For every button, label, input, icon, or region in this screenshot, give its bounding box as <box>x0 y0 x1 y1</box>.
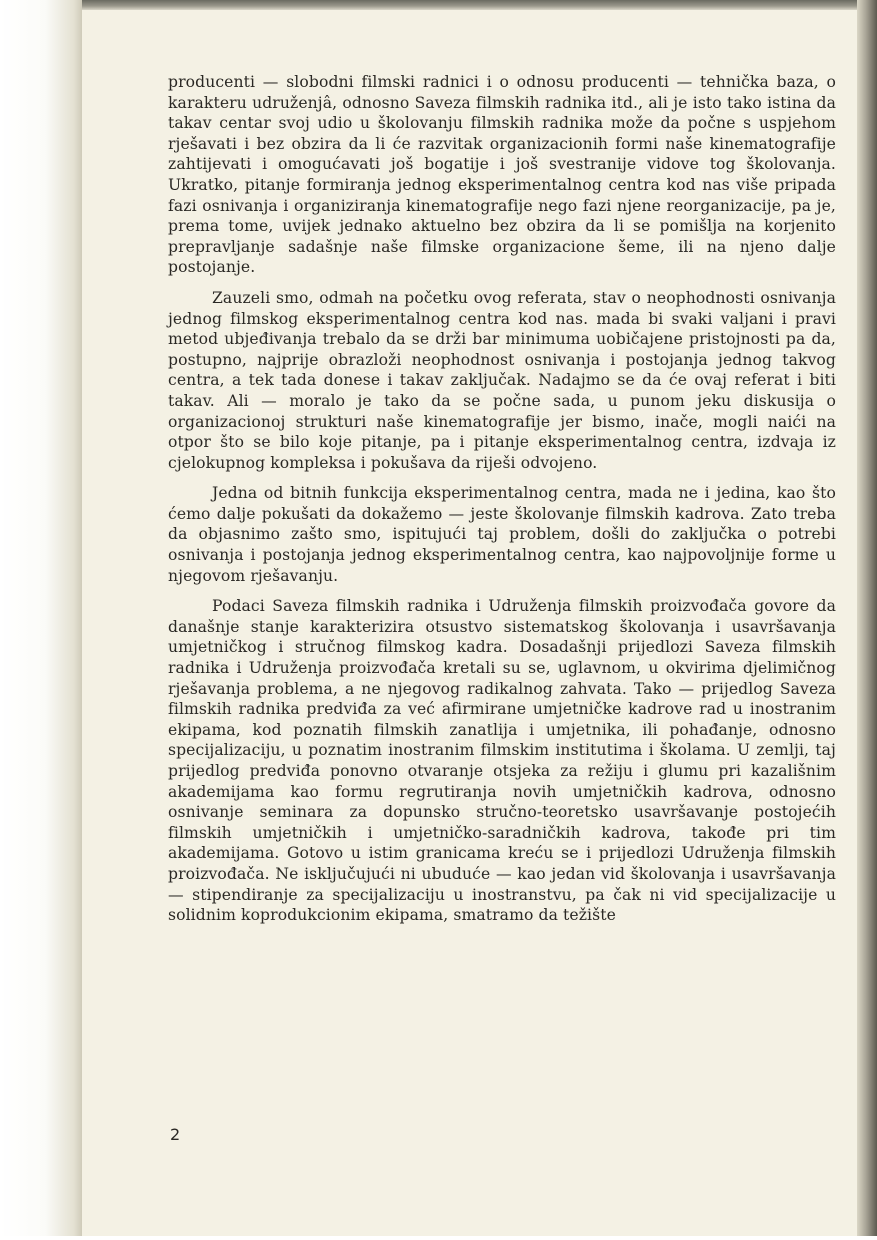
paragraph-3: Jedna od bitnih funkcija eksperimentalnog centra, mada ne i jedina, kao što ćemo dalje pokušati da dokažemo — jeste školovanje filmskih kadrova. Zato treba da objasnimo zašto smo, ispitujući taj problem, došli do zaključka o potrebi osnivanja i postojanja jednog eksperimentalnog centra, kao najpovoljnije forme u njegovom rješavanju. <box>168 484 836 585</box>
paragraph-2: Zauzeli smo, odmah na početku ovog referata, stav o neophodnosti osnivanja jednog filmskog eksperimentalnog centra kod nas. mada bi svaki valjani i pravi metod ubjeđivanja trebalo da se drži bar minimuma uobičajene pristojnosti pa da, postupno, najprije obrazloži neophodnost osnivanja i postojanja jednog takvog centra, a tek tada donese i takav zaključak. Nadajmo se da će ovaj referat i biti takav. Ali — moralo je tako da se počne sada, u punom jeku diskusija o organizacionoj strukturi naše kinematografije jer bismo, inače, mogli naići na otpor što se bilo koje pitanje, pa i pitanje eksperimentalnog centra, izdvaja iz cjelokupnog kompleksa i pokušava da riješi odvojeno. <box>168 288 836 472</box>
left-page-margin <box>0 0 82 1240</box>
top-binding-edge <box>80 0 865 10</box>
right-edge-shadow <box>857 0 877 1240</box>
paragraph-4: Podaci Saveza filmskih radnika i Udruženja filmskih proizvođača govore da današnje stanje karakterizira otsustvo sistematskog školovanja i usavršavanja umjetničkog i stručnog filmskog kadra. Dosadašnji prijedlozi Saveza filmskih radnika i Udruženja proizvođača kretali su se, uglavnom, u okvirima djelimičnog rješavanja problema, a ne njegovog radikalnog zahvata. Tako — prijedlog Saveza filmskih radnika predviđa za već afirmirane umjetničke kadrove rad u inostranim ekipama, kod poznatih filmskih zanatlija i umjetnika, ili pohađanje, odnosno specijalizaciju, u poznatim inostranim filmskim institutima i školama. U zemlji, taj prijedlog predviđa ponovno otvaranje otsjeka za režiju i glumu pri kazališnim akademijama kao formu regrutiranja novih umjetničkih kadrova, odnosno osnivanje seminara za dopunsko stručno-teoretsko usavršavanje postojećih filmskih umjetničkih i umjetničko-saradničkih kadrova, takođe pri tim akademijama. Gotovo u istim granicama kreću se i prijedlozi Udruženja filmskih proizvođača. Ne isključujući ni ubuduće — kao jedan vid školovanja i usavršavanja — stipendiranje za specijalizaciju u inostranstvu, pa čak ni vid specijalizacije u solidnim koprodukcionim ekipama, smatramo da težište <box>168 597 836 925</box>
bottom-edge <box>0 1236 877 1240</box>
paragraph-1: producenti — slobodni filmski radnici i o odnosu producenti — tehnička baza, o karakteru udruženjâ, odnosno Saveza filmskih radnika itd., ali je isto tako istina da takav centar svoj udio u školovanju filmskih radnika može da počne s uspjehom rješavati i bez obzira da li će razvitak organizacionih formi naše kinematografije zahtijevati i omogućavati još bogatije i još svestranije vidove tog školovanja. Ukratko, pitanje formiranja jednog eksperimentalnog centra kod nas više pripada fazi osnivanja i organiziranja kinematografije nego fazi njene reorganizacije, pa je, prema tome, uvijek jednako aktuelno bez obzira da li se pomišlja na korjenito prepravljanje sadašnje naše filmske organizacione šeme, ili na njeno dalje postojanje. <box>168 73 836 277</box>
body-text <box>168 72 836 936</box>
page-number: 2 <box>170 1125 181 1144</box>
